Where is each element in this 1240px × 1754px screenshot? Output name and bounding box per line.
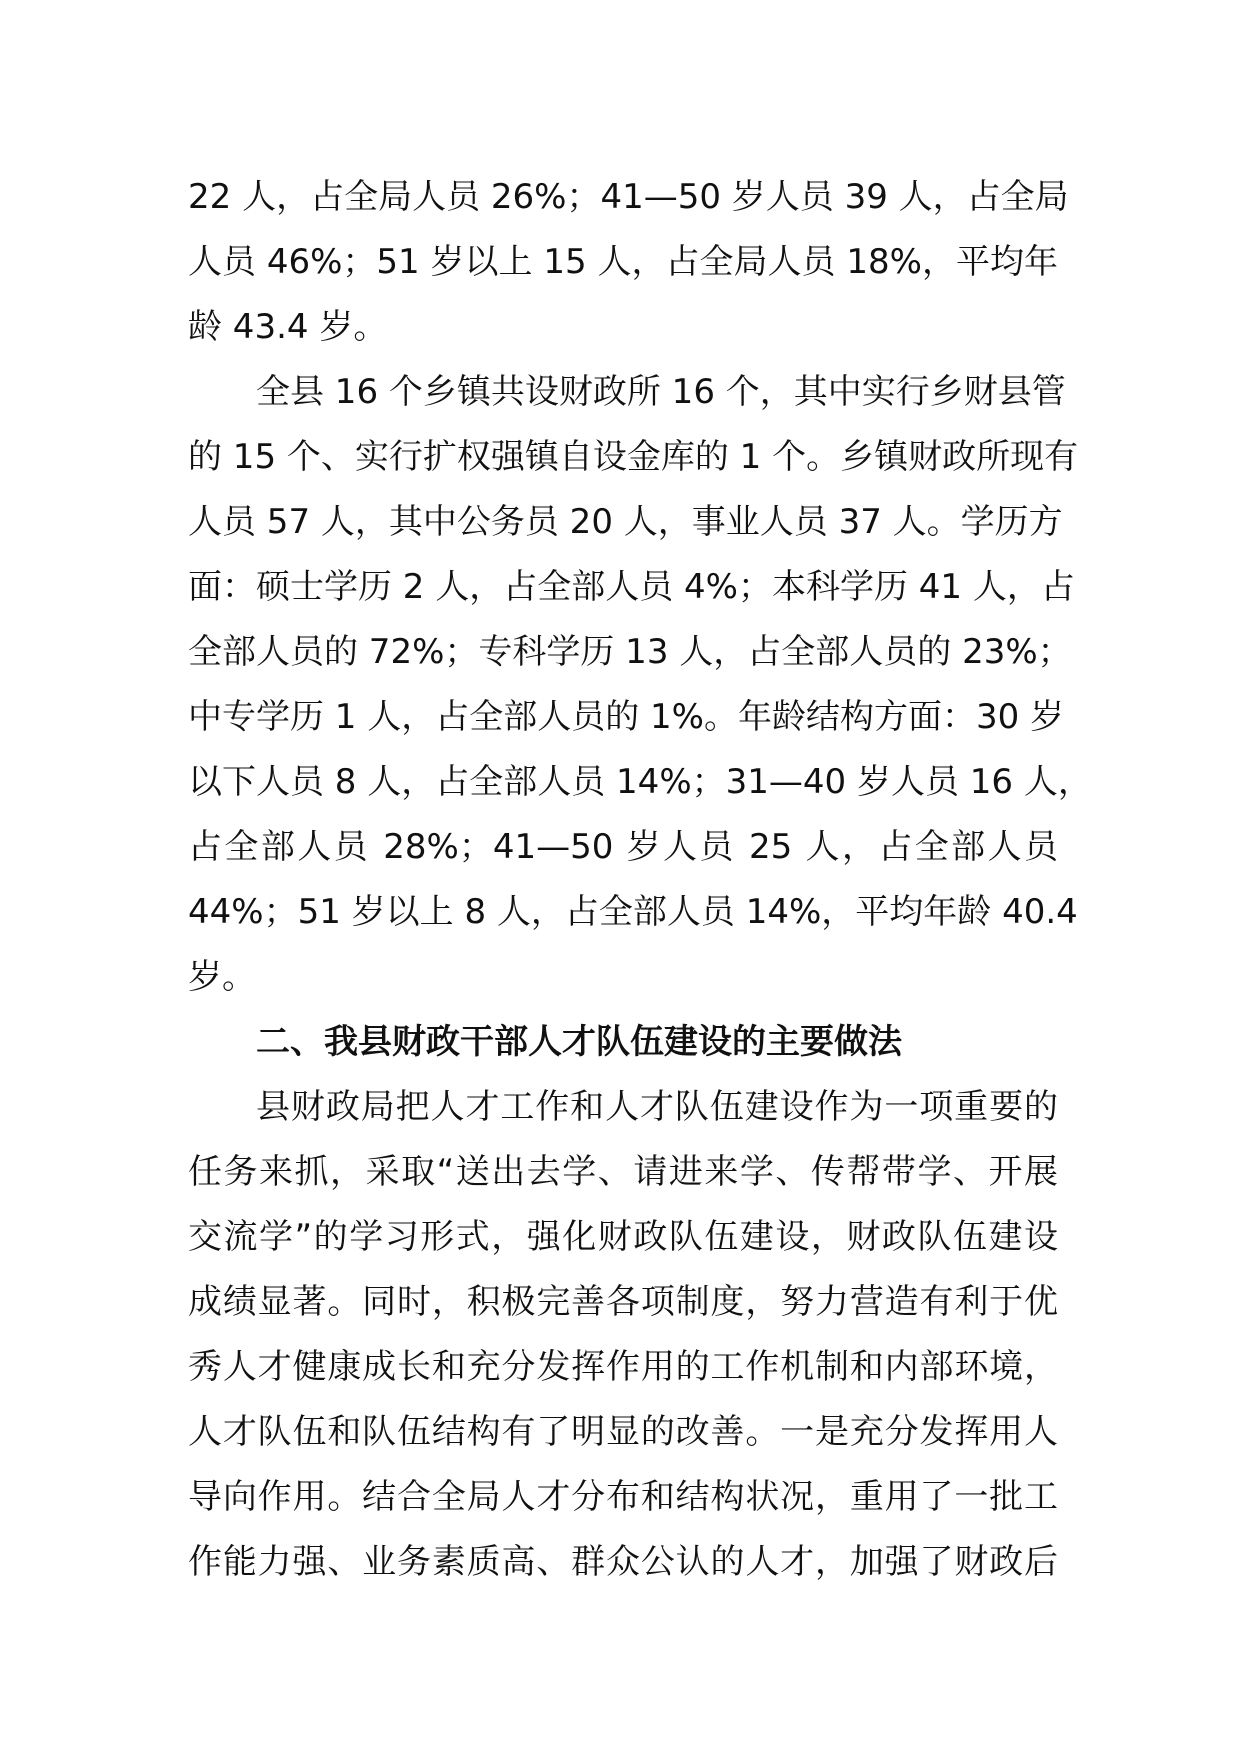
- document-page: [188, 165, 1092, 1595]
- paragraph-township-finance-offices: [188, 360, 1092, 1010]
- paragraph-main-practices: [188, 1075, 1058, 1595]
- section-heading: 二、我县财政干部人才队伍建设的主要做法: [256, 1022, 902, 1062]
- paragraph-age-structure-bureau: [188, 165, 1069, 360]
- text-line: 县财政局把人才工作和人才队伍建设作为一项重要的: [256, 1087, 1058, 1127]
- text-line: 全县 16 个乡镇共设财政所 16 个，其中实行乡财县管: [256, 372, 1066, 412]
- text-line: 全部人员的 72%；专科学历 13 人，占全部人员的 23%；: [188, 632, 1072, 672]
- text-line: 秀人才健康成长和充分发挥作用的工作机制和内部环境，: [188, 1347, 1058, 1387]
- text-line: 成绩显著。同时，积极完善各项制度，努力营造有利于优: [188, 1282, 1058, 1322]
- text-line: 的 15 个、实行扩权强镇自设金库的 1 个。乡镇财政所现有: [188, 437, 1079, 477]
- text-line: 人才队伍和队伍结构有了明显的改善。一是充分发挥用人: [188, 1412, 1058, 1452]
- text-line: 占全部人员 28%；41—50 岁人员 25 人，占全部人员: [188, 827, 1058, 867]
- text-line: 人员 57 人，其中公务员 20 人，事业人员 37 人。学历方: [188, 502, 1063, 542]
- text-line: 导向作用。结合全局人才分布和结构状况，重用了一批工: [188, 1477, 1058, 1517]
- text-line: 龄 43.4 岁。: [188, 307, 388, 347]
- text-line: 人员 46%；51 岁以上 15 人，占全局人员 18%，平均年: [188, 242, 1058, 282]
- text-line: 以下人员 8 人，占全部人员 14%；31—40 岁人员 16 人，: [188, 762, 1092, 802]
- text-line: 岁。: [188, 957, 256, 997]
- text-line: 中专学历 1 人，占全部人员的 1%。年龄结构方面：30 岁: [188, 697, 1065, 737]
- text-line: 任务来抓，采取“送出去学、请进来学、传帮带学、开展: [188, 1152, 1058, 1192]
- text-line: 22 人，占全局人员 26%；41—50 岁人员 39 人，占全局: [188, 177, 1069, 217]
- text-line: 交流学”的学习形式，强化财政队伍建设，财政队伍建设: [188, 1217, 1058, 1257]
- text-line: 作能力强、业务素质高、群众公认的人才，加强了财政后: [188, 1542, 1058, 1582]
- text-line: 44%；51 岁以上 8 人，占全部人员 14%，平均年龄 40.4: [188, 892, 1078, 932]
- text-line: 面：硕士学历 2 人，占全部人员 4%；本科学历 41 人，占: [188, 567, 1075, 607]
